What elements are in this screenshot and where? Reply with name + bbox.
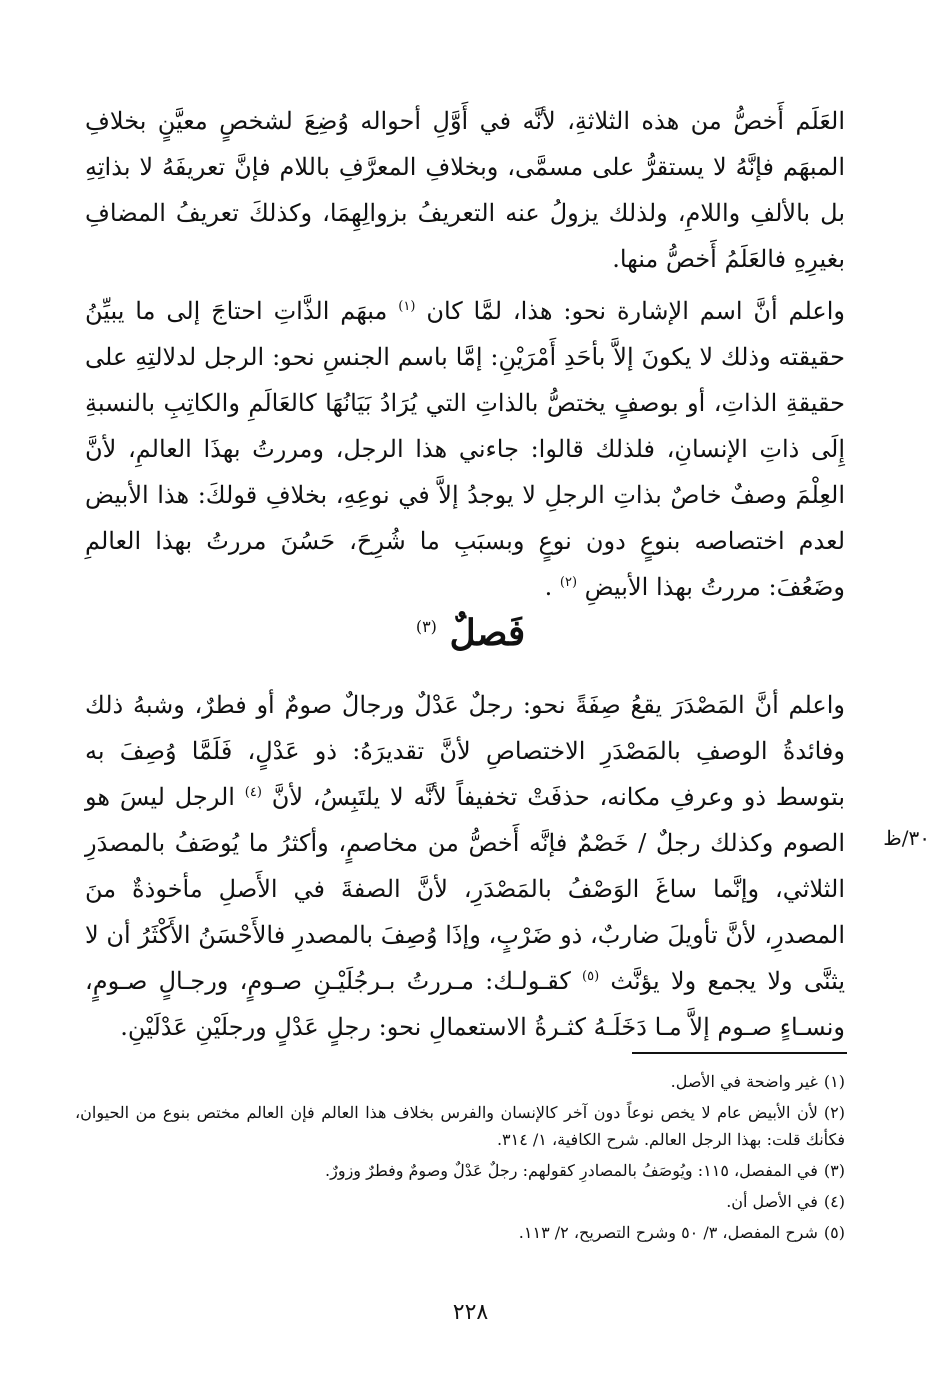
manuscript-folio-note: ٣٠/ظ [883, 826, 930, 850]
footnote-ref-1[interactable]: (١) [398, 299, 416, 314]
paragraph-ishara-text-2: مبهَم الذَّاتِ احتاجَ إلى ما يبيِّنُ حقيقته وذلك لا يكونَ إلاَّ بأحَدِ أَمْرَيْنِ: إمَّا باسم الجنسِ نحو: الرجل لدلالتِهِ على حقيقةِ الذاتِ، أو بوصفٍ يختصُّ بالذاتِ التي يُرَادُ بَيَانُهَا كالعَالَمِ والكاتِبِ بالنسبةِ إِلَى ذاتِ الإنسانِ، فلذلك قالوا: جاءني هذا الرجل، ومررتُ بهذَا العالمِ، لأنَّ العِلْمَ وصفٌ خاصٌ بذاتِ الرجلِ لا يوجدُ إلاَّ في نوعِهِ، بخلافِ قولكَ: هذا الأبيض لعدم اختصاصه بنوعٍ دون نوعٍ وبسبَبِ ما شُرِحَ، حَسُنَ مررتُ بهذا العالمِ وضَعُفَ: مررتُ بهذا الأبيضِ [85, 297, 845, 601]
footnote-text: لأن الأبيض عام لا يخص نوعاً دون آخر كالإنسان والفرس بخلاف هذا العالم فإن العالم مختص بنوع من الحيوان، فكأنك قلت: بهذا الرجل العالم. شرح الكافية، ١/ ٣١٤. [75, 1103, 845, 1149]
footnote-item [75, 1219, 845, 1246]
footnote-item [75, 1157, 845, 1184]
paragraph-alam: العَلَم أَخصُّ من هذه الثلاثةِ، لأنَّه في أَوَّلِ أحواله وُضِعَ لشخصٍ معيَّنٍ بخلافِ المبهَم فإنَّهُ لا يستقرُّ على مسمَّى، وبخلافِ المعرَّفِ باللام فإنَّ تعريفَهُ لا بذاتِهِ بل بالألفِ واللامِ، ولذلك يزولُ عنه التعريفُ بزوالِهِمَا، وكذلكَ تعريفُ المضافِ بغيرِهِ فالعَلَمُ أَخصُّ منها. [85, 107, 845, 273]
footnote-item [75, 1068, 845, 1095]
footnote-ref-3[interactable]: (٣) [415, 617, 437, 636]
page-number: ٢٢٨ [452, 1300, 489, 1325]
footnote-item [75, 1099, 845, 1153]
paragraph-ishara [85, 288, 845, 610]
footnote-item [75, 1188, 845, 1215]
footnote-divider [632, 1052, 847, 1054]
footnote-text: شرح المفصل، ٣/ ٥٠ وشرح التصريح، ٢/ ١١٣. [518, 1223, 818, 1242]
paragraph-ishara-text-1: واعلم أنَّ اسم الإشارة نحو: هذا، لمَّا كان [426, 297, 845, 325]
footnote-ref-2[interactable]: (٢) [559, 575, 578, 590]
section-heading [0, 612, 941, 654]
paragraph-masdar-text-1: واعلم أنَّ المَصْدَرَ يقعُ صِفَةً نحو: رجلٌ عَدْلٌ ورجالٌ صومٌ أو فطرٌ، وشبهُ ذلك وفائدةُ الوصفِ بالمَصْدَرِ الاختصاصِ لأنَّ تقديرَهُ: ذو عَدْلٍ، فَلَمَّا وُصِفَ به بتوسط ذو وعرفِ مكانه، حذفَتْ تخفيفاً لأنَّه لا يلتَبِسُ، لأنَّ [85, 691, 846, 811]
paragraph-ishara-end: . [544, 573, 553, 601]
footnote-number: (٢) [823, 1103, 845, 1122]
section-heading-text: فَصلٌ [449, 612, 526, 654]
footnote-text: غير واضحة في الأصل. [670, 1072, 818, 1091]
footnote-text: في الأصل أن. [726, 1192, 818, 1211]
footnote-number: (٤) [823, 1192, 845, 1211]
footnote-text: في المفصل، ١١٥: ويُوصَفُ بالمصادرِ كقولهم: رجلٌ عَدْلٌ وصومٌ وفطرٌ وزورٌ. [325, 1161, 818, 1180]
footnote-ref-5[interactable]: (٥) [582, 969, 600, 984]
footnote-ref-4[interactable]: (٤) [244, 785, 262, 800]
footnote-number: (١) [823, 1072, 845, 1091]
paragraph-masdar [85, 682, 845, 1050]
footnote-number: (٣) [823, 1161, 845, 1180]
footnote-number: (٥) [823, 1223, 845, 1242]
paragraph-masdar-text-3: كقـولـك: مـررتُ بـرجُلَيْـنِ صـومٍ، ورجـالٍ صـومٍ، ونسـاءٍ صـوم إلاَّ مـا دَخَلَـهُ كثـرةُ الاستعمالِ نحو: رجلٍ عَدْلٍ ورجلَيْنِ عَدْلَيْنِ. [85, 967, 845, 1041]
footnotes-list [75, 1068, 845, 1250]
paragraph-masdar-text-2: الرجل ليسَ هو الصوم وكذلك رجلٌ / خَصْمٌ فإنَّه أَخصُّ من مخاصمٍ، وأكثرُ ما يُوصَفُ بالمصدَرِ الثلاثي، وإنَّما ساغَ الوَصْفُ بالمَصْدَرِ، لأنَّ الصفةَ في الأَصلِ مأخوذةٌ منَ المصدرِ، لأنَّ تأويلَ ضاربٌ، ذو ضَرْبٍ، وإذَا وُصِفَ بالمصدرِ فالأَحْسَنُ الأَكْثَرُ أن لا يثنَّى ولا يجمع ولا يؤنَّث [85, 783, 846, 995]
